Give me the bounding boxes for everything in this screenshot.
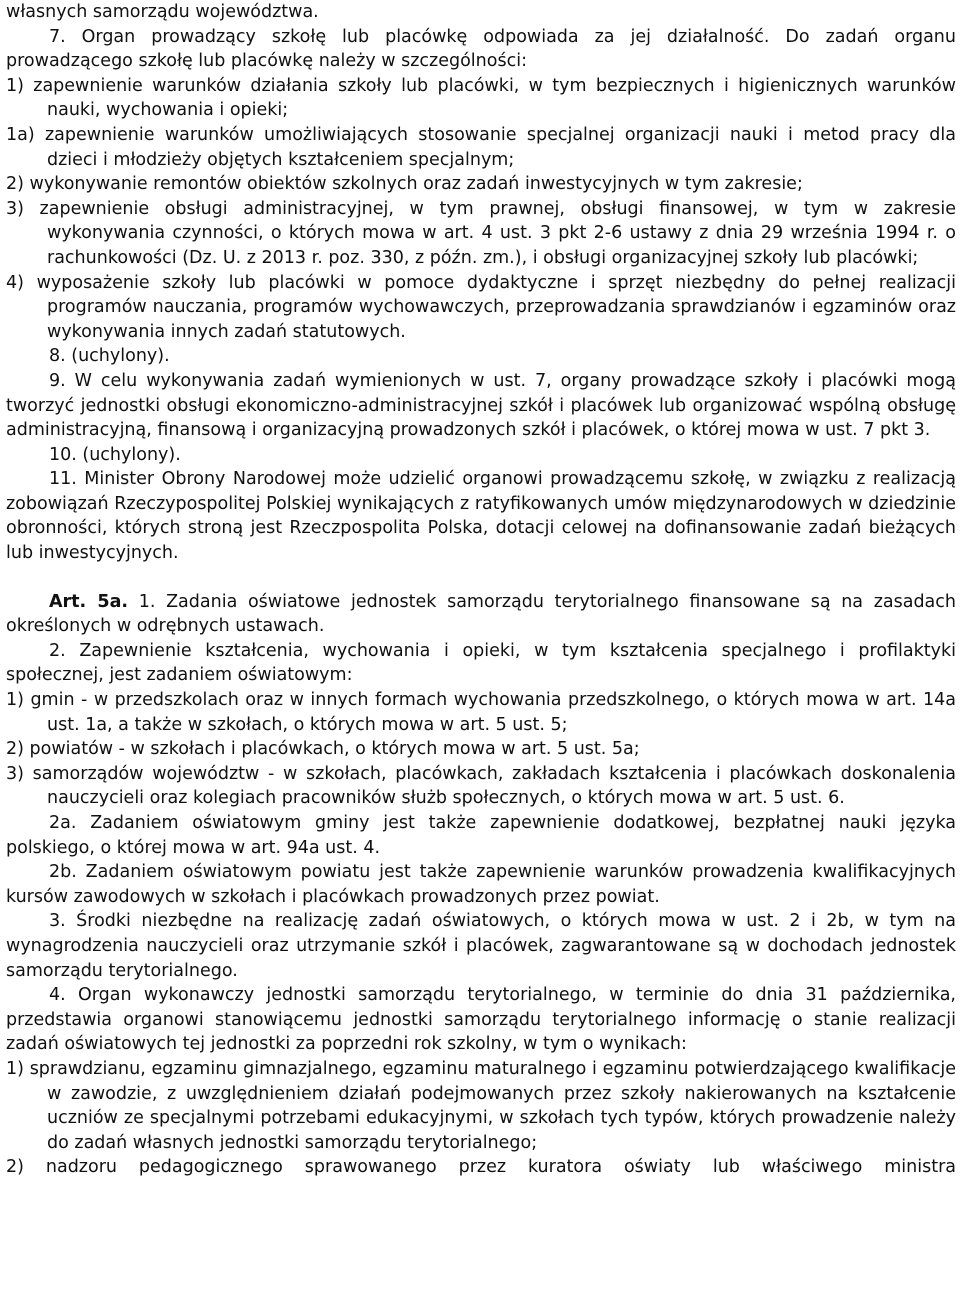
list-item: 3) zapewnienie obsługi administracyjnej, w tym prawnej, obsługi finansowej, w tym w zakresie wykonywania czynności, o których mowa w art. 4 ust. 3 pkt 2-6 ustawy z dnia 29 września 1994 r. o rachunkowości (Dz. U. z 2013 r. poz. 330, z późn. zm.), i obsługi organizacyjnej szkoły lub placówki;	[6, 198, 956, 268]
paragraph: własnych samorządu województwa.	[6, 2, 319, 22]
article-5a-paragraph-2a: 2a. Zadaniem oświatowym gminy jest także zapewnienie dodatkowej, bezpłatnej nauki języka polskiego, o której mowa w art. 94a ust. 4.	[6, 813, 956, 858]
paragraph-7: 7. Organ prowadzący szkołę lub placówkę odpowiada za jej działalność. Do zadań organu prowadzącego szkołę lub placówkę należy w szczególności:	[6, 26, 956, 72]
article-heading: Art. 5a.	[49, 591, 129, 612]
article-5a-paragraph-3: 3. Środki niezbędne na realizację zadań oświatowych, o których mowa w ust. 2 i 2b, w tym na wynagrodzenia nauczycieli oraz utrzymanie szkół i placówek, zagwarantowane są w dochodach jednostek samorządu terytorialnego.	[6, 911, 956, 981]
document-page	[6, 0, 956, 1180]
article-5a-paragraph-2b: 2b. Zadaniem oświatowym powiatu jest także zapewnienie warunków prowadzenia kwalifikacyjnych kursów zawodowych w szkołach i placówkach prowadzonych przez powiat.	[6, 862, 956, 907]
paragraph-11: 11. Minister Obrony Narodowej może udzielić organowi prowadzącemu szkołę, w związku z realizacją zobowiązań Rzeczypospolitej Polskiej wynikających z ratyfikowanych umów międzynarodowych w dziedzinie obronności, których stroną jest Rzeczpospolita Polska, dotacji celowej na dofinansowanie zadań bieżących lub inwestycyjnych.	[6, 469, 956, 564]
list-item: 1) zapewnienie warunków działania szkoły lub placówki, w tym bezpiecznych i higienicznych warunków nauki, wychowania i opieki;	[6, 75, 956, 121]
list-item: 1) sprawdzianu, egzaminu gimnazjalnego, egzaminu maturalnego i egzaminu potwierdzającego kwalifikacje w zawodzie, z uwzględnieniem działań podejmowanych przez szkoły nakierowanych na kształcenie uczniów ze specjalnymi potrzebami edukacyjnymi, w szkołach tych typów, których prowadzenie należy do zadań własnych jednostki samorządu terytorialnego;	[6, 1058, 956, 1153]
article-5a-paragraph-2: 2. Zapewnienie kształcenia, wychowania i opieki, w tym kształcenia specjalnego i profilaktyki społecznej, jest zadaniem oświatowym:	[6, 640, 956, 686]
article-5a-paragraph-4: 4. Organ wykonawczy jednostki samorządu terytorialnego, w terminie do dnia 31 października, przedstawia organowi stanowiącemu jednostki samorządu terytorialnego informację o stanie realizacji zadań oświatowych tej jednostki za poprzedni rok szkolny, w tym o wynikach:	[6, 985, 956, 1055]
paragraph-9: 9. W celu wykonywania zadań wymienionych w ust. 7, organy prowadzące szkoły i placówki mogą tworzyć jednostki obsługi ekonomiczno-administracyjnej szkół i placówek lub organizować wspólną obsługę administracyjną, finansową i organizacyjną prowadzonych szkół i placówek, o której mowa w ust. 7 pkt 3.	[6, 370, 956, 441]
list-item: 2) nadzoru pedagogicznego sprawowanego przez kuratora oświaty lub właściwego ministra	[6, 1157, 956, 1178]
list-item: 2) wykonywanie remontów obiektów szkolnych oraz zadań inwestycyjnych w tym zakresie;	[6, 174, 803, 195]
list-item: 1) gmin - w przedszkolach oraz w innych formach wychowania przedszkolnego, o których mowa w art. 14a ust. 1a, a także w szkołach, o których mowa w art. 5 ust. 5;	[6, 690, 956, 735]
list-item: 1a) zapewnienie warunków umożliwiających stosowanie specjalnej organizacji nauki i metod pracy dla dzieci i młodzieży objętych kształceniem specjalnym;	[6, 124, 956, 170]
article-5a-paragraph-1	[6, 590, 956, 639]
article-text: 1. Zadania oświatowe jednostek samorządu terytorialnego finansowane są na zasadach określonych w odrębnych ustawach.	[6, 591, 956, 637]
list-item: 2) powiatów - w szkołach i placówkach, o których mowa w art. 5 ust. 5a;	[6, 739, 640, 760]
list-item: 3) samorządów województw - w szkołach, placówkach, zakładach kształcenia i placówkach doskonalenia nauczycieli oraz kolegiach pracowników służb społecznych, o których mowa w art. 5 ust. 6.	[6, 763, 956, 809]
paragraph-8: 8. (uchylony).	[49, 346, 170, 367]
paragraph-10: 10. (uchylony).	[49, 444, 181, 465]
list-item: 4) wyposażenie szkoły lub placówki w pomoce dydaktyczne i sprzęt niezbędny do pełnej realizacji programów nauczania, programów wychowawczych, przeprowadzania sprawdzianów i egzaminów oraz wykonywania innych zadań statutowych.	[6, 272, 956, 342]
